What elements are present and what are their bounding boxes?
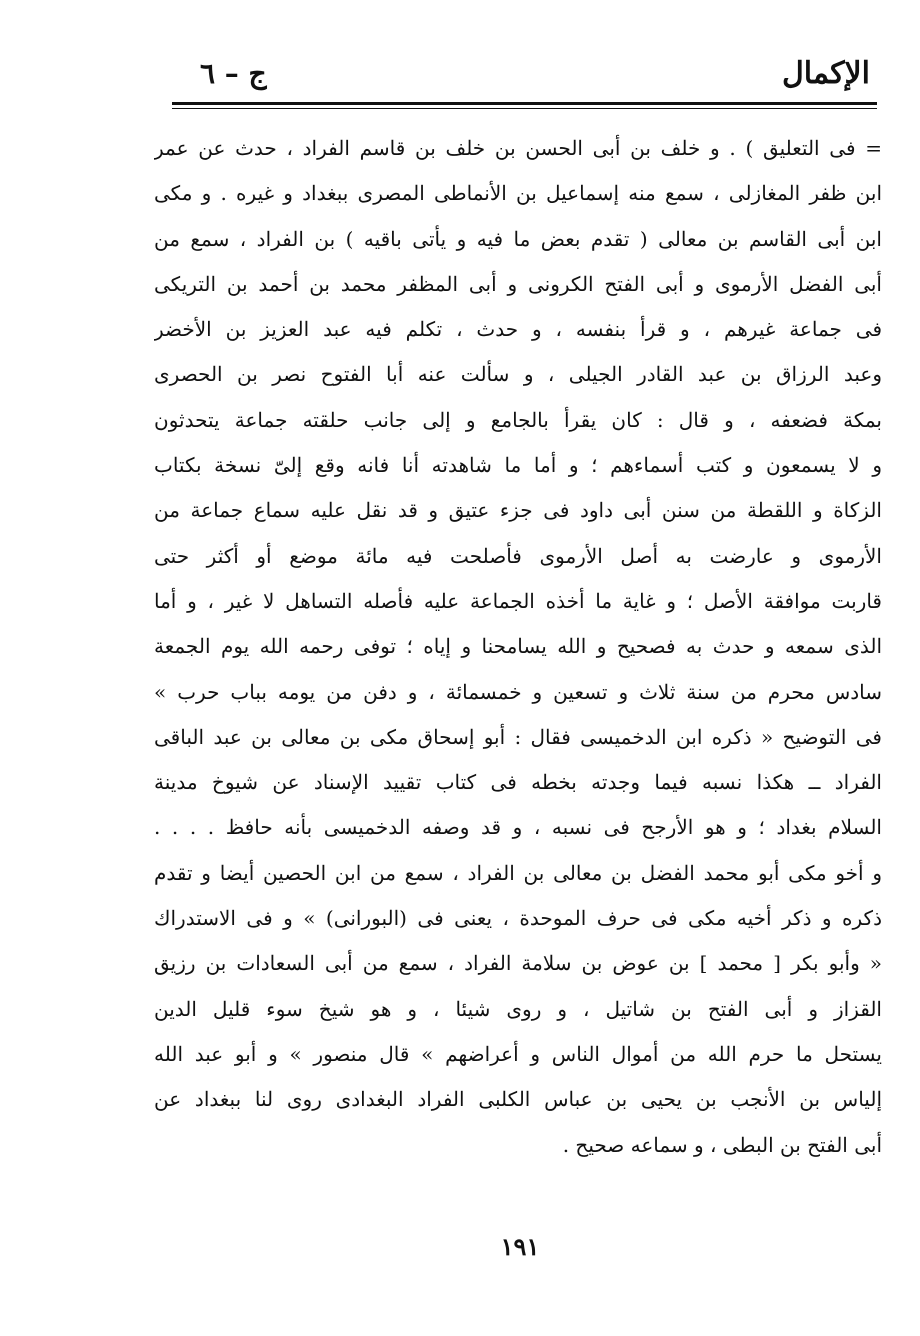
text-line: الأرموى و عارضت به أصل الأرموى فأصلحت فيه مائة موضع أو أكثر حتى [154,543,882,568]
volume-label: ج – ٦ [200,57,267,90]
text-line: ابن ظفر المغازلى ، سمع منه إسماعيل بن الأنماطى المصرى ببغداد و غيره . و مكى [154,181,882,206]
header-rule-thin [172,108,877,109]
page-number: ١٩١ [500,1232,540,1261]
header-rule-thick [172,102,877,105]
text-line: فى جماعة غيرهم ، و قرأ بنفسه ، و حدث ، تكلم فيه عبد العزيز بن الأخضر [154,317,882,342]
text-line: الفراد ــ هكذا نسبه فيما وجدته بخطه فى كتاب تقييد الإسناد عن شيوخ مدينة [154,770,882,795]
text-line: أبى الفضل الأرموى و أبى الفتح الكرونى و أبى المظفر محمد بن أحمد بن التريكى [154,271,882,296]
text-line: وعبد الرزاق بن عبد القادر الجيلى ، و سألت عنه أبا الفتوح نصر بن الحصرى [154,362,882,387]
text-line: إلياس بن الأنجب بن يحيى بن عباس الكلبى الفراد البغدادى روى لنا ببغداد عن [154,1087,882,1112]
text-line: « وأبو بكر [ محمد ] بن عوض بن سلامة الفراد ، سمع من أبى السعادات بن رزيق [154,951,882,976]
text-line: يستحل ما حرم الله من أموال الناس و أعراضهم » قال منصور » و أبو عبد الله [154,1041,882,1066]
text-line: فى التوضيح « ذكره ابن الدخميسى فقال : أبو إسحاق مكى بن معالى بن عبد الباقى [154,724,882,749]
text-line: الزكاة و اللقطة من سنن أبى داود فى جزء عتيق و قد نقل عليه سماع جماعة من [154,498,882,523]
text-line: سادس محرم من سنة ثلاث و تسعين و خمسمائة ، و دفن من يومه بباب حرب » [154,679,882,704]
body-text [154,126,882,1168]
text-line: القزاز و أبى الفتح بن شاتيل ، و روى شيئا ، و هو شيخ سوء قليل الدين [154,996,882,1021]
text-line: ابن أبى القاسم بن معالى ( تقدم بعض ما فيه و يأتى باقيه ) بن الفراد ، سمع من [154,226,882,251]
text-line: و لا يسمعون و كتب أسماءهم ؛ و أما ما شاهدته أنا فانه وقع إلىّ نسخة بكتاب [154,453,882,478]
text-line: السلام بغداد ؛ و هو الأرجح فى نسبه ، و قد وصفه الدخميسى بأنه حافظ . . . . [154,815,882,840]
text-line: قاربت موافقة الأصل ؛ و غاية ما أخذه الجماعة عليه فأصله التساهل لا غير ، و أما [154,588,882,613]
running-head [170,48,870,102]
text-line: أبى الفتح بن البطى ، و سماعه صحيح . [562,1132,882,1157]
text-line: بمكة فضعفه ، و قال : كان يقرأ بالجامع و إلى جانب حلقته جماعة يتحدثون [154,407,882,432]
text-line: و أخو مكى أبو محمد الفضل بن معالى بن الفراد ، سمع من ابن الحصين أيضا و تقدم [154,860,882,885]
text-line: = فى التعليق ) . و خلف بن أبى الحسن بن خلف بن قاسم الفراد ، حدث عن عمر [154,136,882,160]
text-line: ذكره و ذكر أخيه مكى فى حرف الموحدة ، يعنى فى (البورانى) » و فى الاستدراك [154,906,882,931]
text-line: الذى سمعه و حدث به فصحيح و الله يسامحنا و إياه ؛ توفى رحمه الله يوم الجمعة [154,634,882,659]
book-title: الإكمال [781,56,870,91]
